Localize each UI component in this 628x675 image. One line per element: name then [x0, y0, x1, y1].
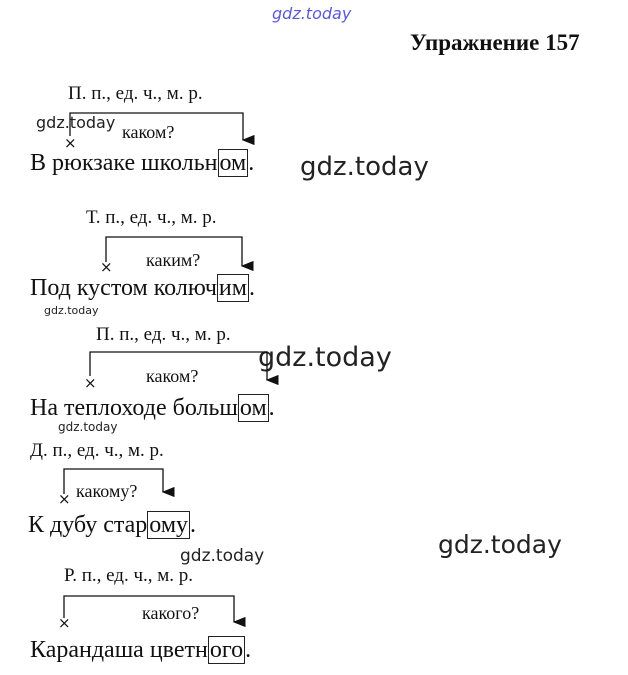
sentence-period-4: .: [190, 512, 197, 538]
watermark-top: gdz.today: [272, 4, 352, 23]
sentence-period-3: .: [268, 395, 275, 421]
sentence-2: [30, 275, 255, 302]
question-5: какого?: [142, 603, 200, 623]
sentence-1: [30, 150, 254, 177]
cross-mark-3: ×: [84, 374, 97, 392]
watermark-4: gdz.today: [258, 342, 392, 373]
sentence-5: [30, 637, 251, 664]
sentence-stem-2: Под кустом колюч: [30, 275, 217, 301]
watermark-2: gdz.today: [300, 152, 429, 182]
watermark-6: gdz.today: [438, 530, 562, 559]
ending-box-3: ом: [239, 395, 267, 421]
question-3: каком?: [146, 366, 199, 386]
cross-mark-4: ×: [58, 490, 71, 508]
ending-box-4: ому: [149, 512, 189, 538]
sentence-stem-3: На теплоходе больш: [30, 395, 238, 421]
cross-mark-1: ×: [64, 134, 77, 152]
grammar-label-4: Д. п., ед. ч., м. р.: [30, 440, 164, 461]
sentence-stem-1: В рюкзаке школьн: [30, 150, 218, 176]
question-4: какому?: [76, 481, 138, 501]
grammar-label-3: П. п., ед. ч., м. р.: [96, 324, 231, 345]
watermark-7: gdz.today: [180, 546, 265, 566]
grammar-label-2: Т. п., ед. ч., м. р.: [86, 207, 217, 228]
grammar-label-1: П. п., ед. ч., м. р.: [68, 83, 203, 104]
ending-box-5: ого: [209, 637, 244, 663]
watermark-5: gdz.today: [58, 420, 118, 434]
sentence-period-1: .: [248, 150, 255, 176]
sentence-4: [28, 512, 196, 539]
cross-mark-2: ×: [100, 258, 113, 276]
exercise-title: Упражнение 157: [410, 30, 580, 55]
sentence-period-2: .: [248, 275, 255, 301]
sentence-period-5: .: [245, 637, 252, 663]
question-1: каком?: [122, 122, 175, 142]
sentence-stem-5: Карандаша цветн: [30, 637, 208, 663]
ending-box-1: ом: [219, 150, 247, 176]
cross-mark-5: ×: [58, 614, 71, 632]
question-2: каким?: [146, 250, 201, 270]
ending-box-2: им: [218, 275, 247, 301]
sentence-3: [30, 395, 275, 422]
grammar-label-5: Р. п., ед. ч., м. р.: [64, 565, 194, 586]
sentence-stem-4: К дубу стар: [28, 512, 148, 538]
watermark-1: gdz.today: [36, 113, 116, 132]
watermark-3: gdz.today: [44, 304, 99, 317]
